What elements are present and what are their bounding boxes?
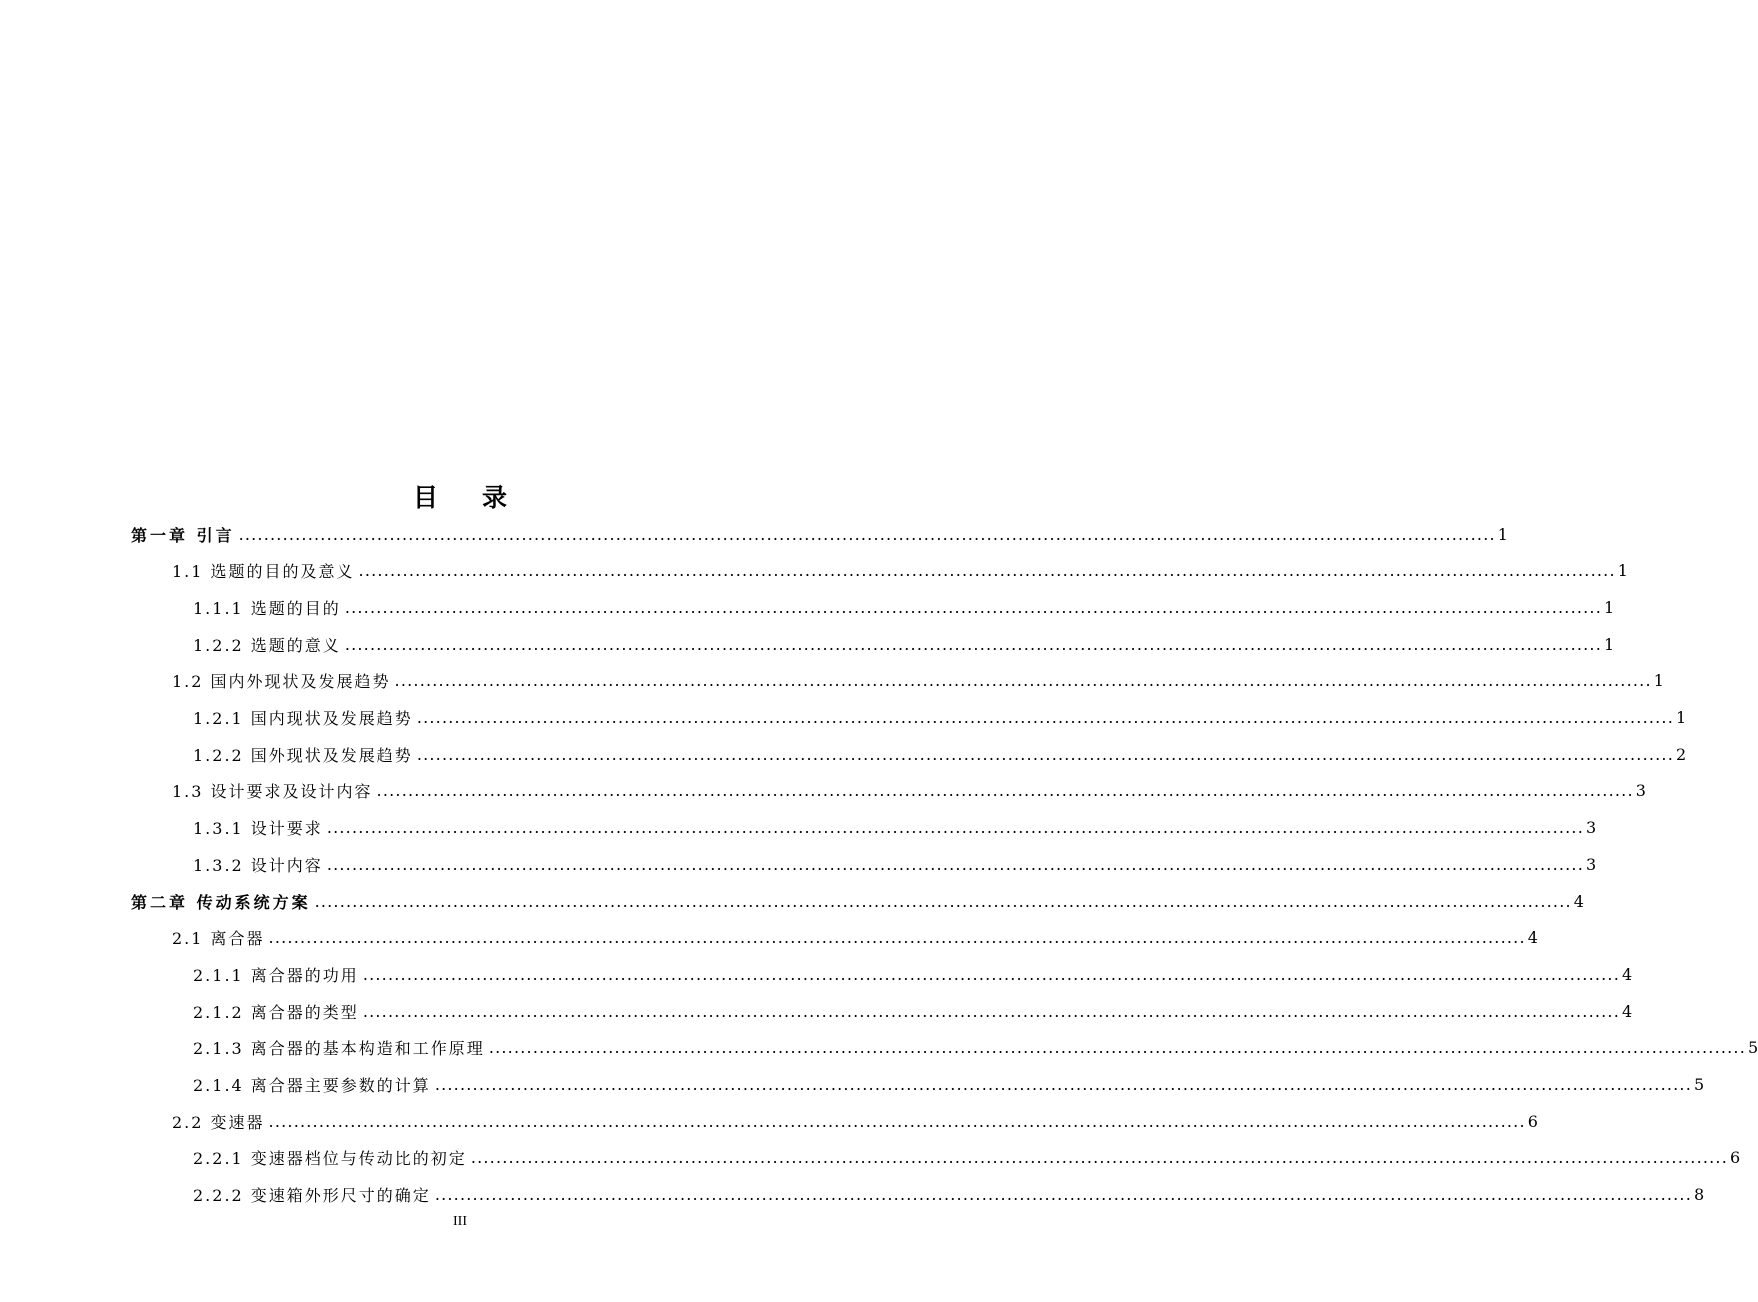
toc-entry-page: 2	[1676, 744, 1687, 764]
toc-leader-dots: ........................................................................................................................................................................................................	[358, 561, 1616, 581]
toc-entry-label: 1.2.2 国外现状及发展趋势	[193, 745, 413, 765]
toc-leader-dots: ........................................................................................................................................................................................................	[326, 854, 1584, 874]
toc-entry-page: 3	[1635, 781, 1646, 801]
toc-leader-dots: ........................................................................................................................................................................................................	[362, 1001, 1620, 1021]
toc-entry-label: 2.1 离合器	[172, 929, 265, 949]
toc-leader-dots: ........................................................................................................................................................................................................	[416, 708, 1674, 727]
toc-entry[interactable]	[193, 589, 1615, 625]
toc-entry-label: 2.1.1 离合器的功用	[193, 965, 359, 985]
toc-entry[interactable]	[193, 956, 1633, 992]
toc-entry-label: 2.1.2 离合器的类型	[193, 1002, 359, 1022]
toc-entry-page: 1	[1497, 524, 1508, 544]
toc-entry[interactable]	[193, 1030, 1758, 1066]
toc-entry[interactable]	[193, 1067, 1705, 1103]
toc-entry[interactable]	[172, 773, 1646, 809]
toc-title-part2: 录	[482, 483, 508, 512]
toc-entry[interactable]	[193, 1140, 1741, 1176]
toc-entry[interactable]	[131, 516, 1508, 552]
toc-entry[interactable]	[172, 920, 1538, 956]
toc-entry-label: 1.1.1 选题的目的	[193, 598, 341, 618]
toc-entry-page: 4	[1622, 1001, 1633, 1021]
toc-leader-dots: ........................................................................................................................................................................................................	[268, 1111, 1526, 1131]
toc-entry-page: 1	[1604, 634, 1615, 654]
toc-leader-dots: ........................................................................................................................................................................................................	[314, 891, 1572, 911]
toc-leader-dots: ........................................................................................................................................................................................................	[434, 1185, 1692, 1205]
toc-entry-label: 2.2 变速器	[172, 1112, 265, 1132]
toc-entry-page: 3	[1586, 854, 1597, 874]
toc-entry-label: 1.2 国内外现状及发展趋势	[172, 672, 391, 692]
toc-entry-page: 5	[1694, 1075, 1705, 1094]
toc-leader-dots: ........................................................................................................................................................................................................	[394, 671, 1652, 691]
toc-entry-label: 1.3.1 设计要求	[193, 819, 323, 839]
toc-entry-page: 4	[1622, 964, 1633, 984]
toc-entry-label: 2.1.3 离合器的基本构造和工作原理	[193, 1039, 485, 1059]
toc-entry-page: 4	[1573, 891, 1584, 911]
toc-entry-page: 6	[1730, 1148, 1741, 1168]
toc-leader-dots: ........................................................................................................................................................................................................	[344, 597, 1602, 617]
toc-entry[interactable]	[193, 846, 1597, 882]
toc-entry[interactable]	[193, 626, 1615, 662]
toc-title-part1: 目	[412, 483, 438, 512]
toc-entry-label: 2.2.2 变速箱外形尺寸的确定	[193, 1186, 431, 1206]
toc-entry-page: 3	[1586, 818, 1597, 838]
toc-entry-page: 1	[1653, 671, 1664, 691]
toc-entry[interactable]	[172, 663, 1664, 699]
toc-entry-label: 1.2.2 选题的意义	[193, 635, 341, 655]
toc-entry-page: 8	[1694, 1185, 1705, 1205]
toc-leader-dots: ........................................................................................................................................................................................................	[376, 781, 1634, 801]
toc-leader-dots: ........................................................................................................................................................................................................	[344, 634, 1602, 654]
toc-leader-dots: ........................................................................................................................................................................................................	[326, 818, 1584, 838]
toc-title	[0, 478, 920, 514]
toc-entry-page: 5	[1748, 1038, 1758, 1058]
toc-leader-dots: ........................................................................................................................................................................................................	[488, 1038, 1746, 1058]
toc-entry[interactable]	[172, 553, 1628, 589]
toc-entry-label: 1.3 设计要求及设计内容	[172, 782, 373, 802]
toc-leader-dots: ........................................................................................................................................................................................................	[238, 524, 1496, 544]
toc-entry-page: 1	[1676, 708, 1687, 727]
toc-entry[interactable]	[193, 1177, 1705, 1213]
toc-entry-label: 1.2.1 国内现状及发展趋势	[193, 709, 413, 728]
toc-entry-page: 1	[1604, 597, 1615, 617]
toc-entry-label: 1.1 选题的目的及意义	[172, 562, 355, 582]
toc-leader-dots: ........................................................................................................................................................................................................	[362, 964, 1620, 984]
toc-entry[interactable]	[172, 1103, 1538, 1139]
toc-entry[interactable]	[193, 810, 1597, 846]
toc-entry[interactable]	[193, 700, 1687, 736]
page-number: III	[453, 1214, 467, 1229]
toc-entry-label: 1.3.2 设计内容	[193, 855, 323, 875]
toc-entry[interactable]	[193, 736, 1687, 772]
toc-entry[interactable]	[193, 993, 1633, 1029]
toc-entry-label: 2.2.1 变速器档位与传动比的初定	[193, 1149, 467, 1169]
toc-entry-label: 第二章 传动系统方案	[131, 892, 311, 912]
toc-leader-dots: ........................................................................................................................................................................................................	[268, 928, 1526, 948]
toc-entry-page: 1	[1617, 561, 1628, 581]
toc-entry-page: 6	[1527, 1111, 1538, 1131]
toc-entry-label: 第一章 引言	[131, 525, 235, 545]
toc-entry-label: 2.1.4 离合器主要参数的计算	[193, 1076, 431, 1095]
toc-leader-dots: ........................................................................................................................................................................................................	[434, 1075, 1692, 1094]
toc-entry-page: 4	[1527, 928, 1538, 948]
toc-leader-dots: ........................................................................................................................................................................................................	[416, 744, 1674, 764]
toc-leader-dots: ........................................................................................................................................................................................................	[470, 1148, 1728, 1168]
toc-entry[interactable]	[131, 883, 1584, 919]
